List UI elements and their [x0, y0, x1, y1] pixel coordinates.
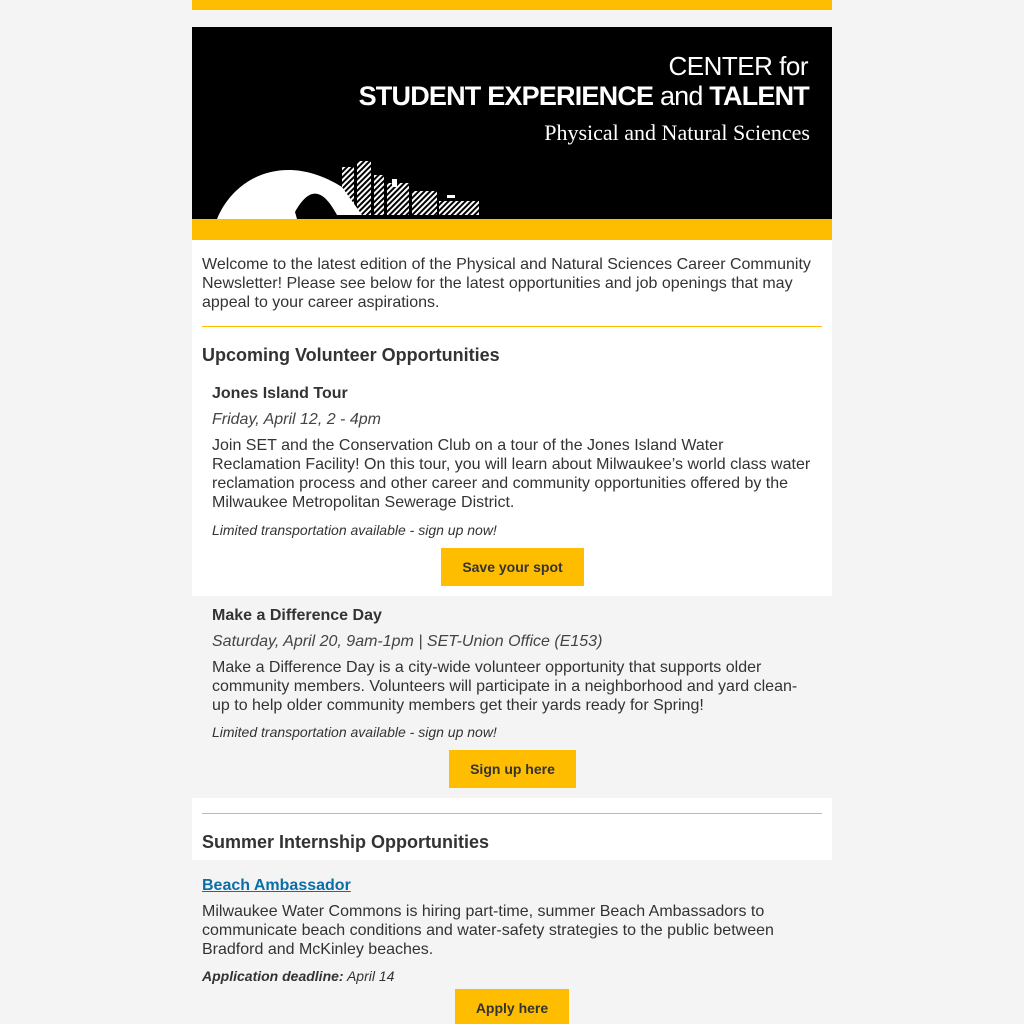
application-deadline	[202, 968, 394, 984]
deadline-value: April 14	[343, 968, 395, 984]
deadline-label: Application deadline:	[202, 968, 344, 984]
intro-text: Welcome to the latest edition of the Physical and Natural Sciences Career Community Newsletter! Please see below for the latest opportunities and job openings that may appeal to your career aspirations.	[202, 256, 811, 311]
event-date: Friday, April 12, 2 - 4pm	[212, 411, 381, 428]
skyline-logo-icon	[217, 157, 487, 219]
intro-section	[192, 240, 832, 328]
header-banner	[192, 27, 832, 219]
apply-here-button[interactable]: Apply here	[455, 989, 569, 1024]
header-org-name-part2: TALENT	[702, 81, 809, 111]
event-note: Limited transportation available - sign up now!	[212, 724, 497, 740]
event-title: Jones Island Tour	[212, 385, 348, 402]
event-description: Join SET and the Conservation Club on a tour of the Jones Island Water Reclamation Facility! On this tour, you will learn about Milwaukee’s world class water reclamation process and other career and community opportunities offered by the Milwaukee Metropolitan Sewerage District.	[212, 437, 811, 511]
internship-heading-section	[192, 798, 832, 860]
save-your-spot-button[interactable]: Save your spot	[441, 548, 584, 586]
event-description: Make a Difference Day is a city-wide volunteer opportunity that supports older community members. Volunteers will participate in a neighborhood and yard clean-up to help older community members get their yards ready for Spring!	[212, 659, 798, 714]
header-org-name-part1: STUDENT EXPERIENCE	[358, 81, 660, 111]
event-date: Saturday, April 20, 9am-1pm | SET-Union Office (E153)	[212, 633, 603, 650]
job-listing	[192, 860, 832, 1024]
header-subtitle: Physical and Natural Sciences	[544, 120, 810, 145]
internship-heading: Summer Internship Opportunities	[202, 832, 490, 852]
header-org-name-and: and	[659, 81, 703, 111]
newsletter-page	[192, 0, 832, 1024]
top-accent-bar	[192, 0, 832, 10]
header-org-name	[359, 81, 809, 112]
volunteer-heading: Upcoming Volunteer Opportunities	[202, 345, 500, 365]
job-title-link[interactable]: Beach Ambassador	[202, 877, 351, 894]
header-bottom-stripe	[192, 219, 832, 240]
volunteer-section	[192, 328, 832, 596]
job-description: Milwaukee Water Commons is hiring part-time, summer Beach Ambassadors to communicate beach conditions and water-safety strategies to the public between Bradford and McKinley beaches.	[202, 903, 774, 958]
divider	[202, 326, 822, 327]
divider	[202, 813, 822, 814]
event-title: Make a Difference Day	[212, 607, 382, 624]
sign-up-here-button[interactable]: Sign up here	[449, 750, 576, 788]
event-card	[192, 596, 832, 798]
event-note: Limited transportation available - sign up now!	[212, 522, 497, 538]
header-center-for: CENTER for	[668, 51, 808, 81]
